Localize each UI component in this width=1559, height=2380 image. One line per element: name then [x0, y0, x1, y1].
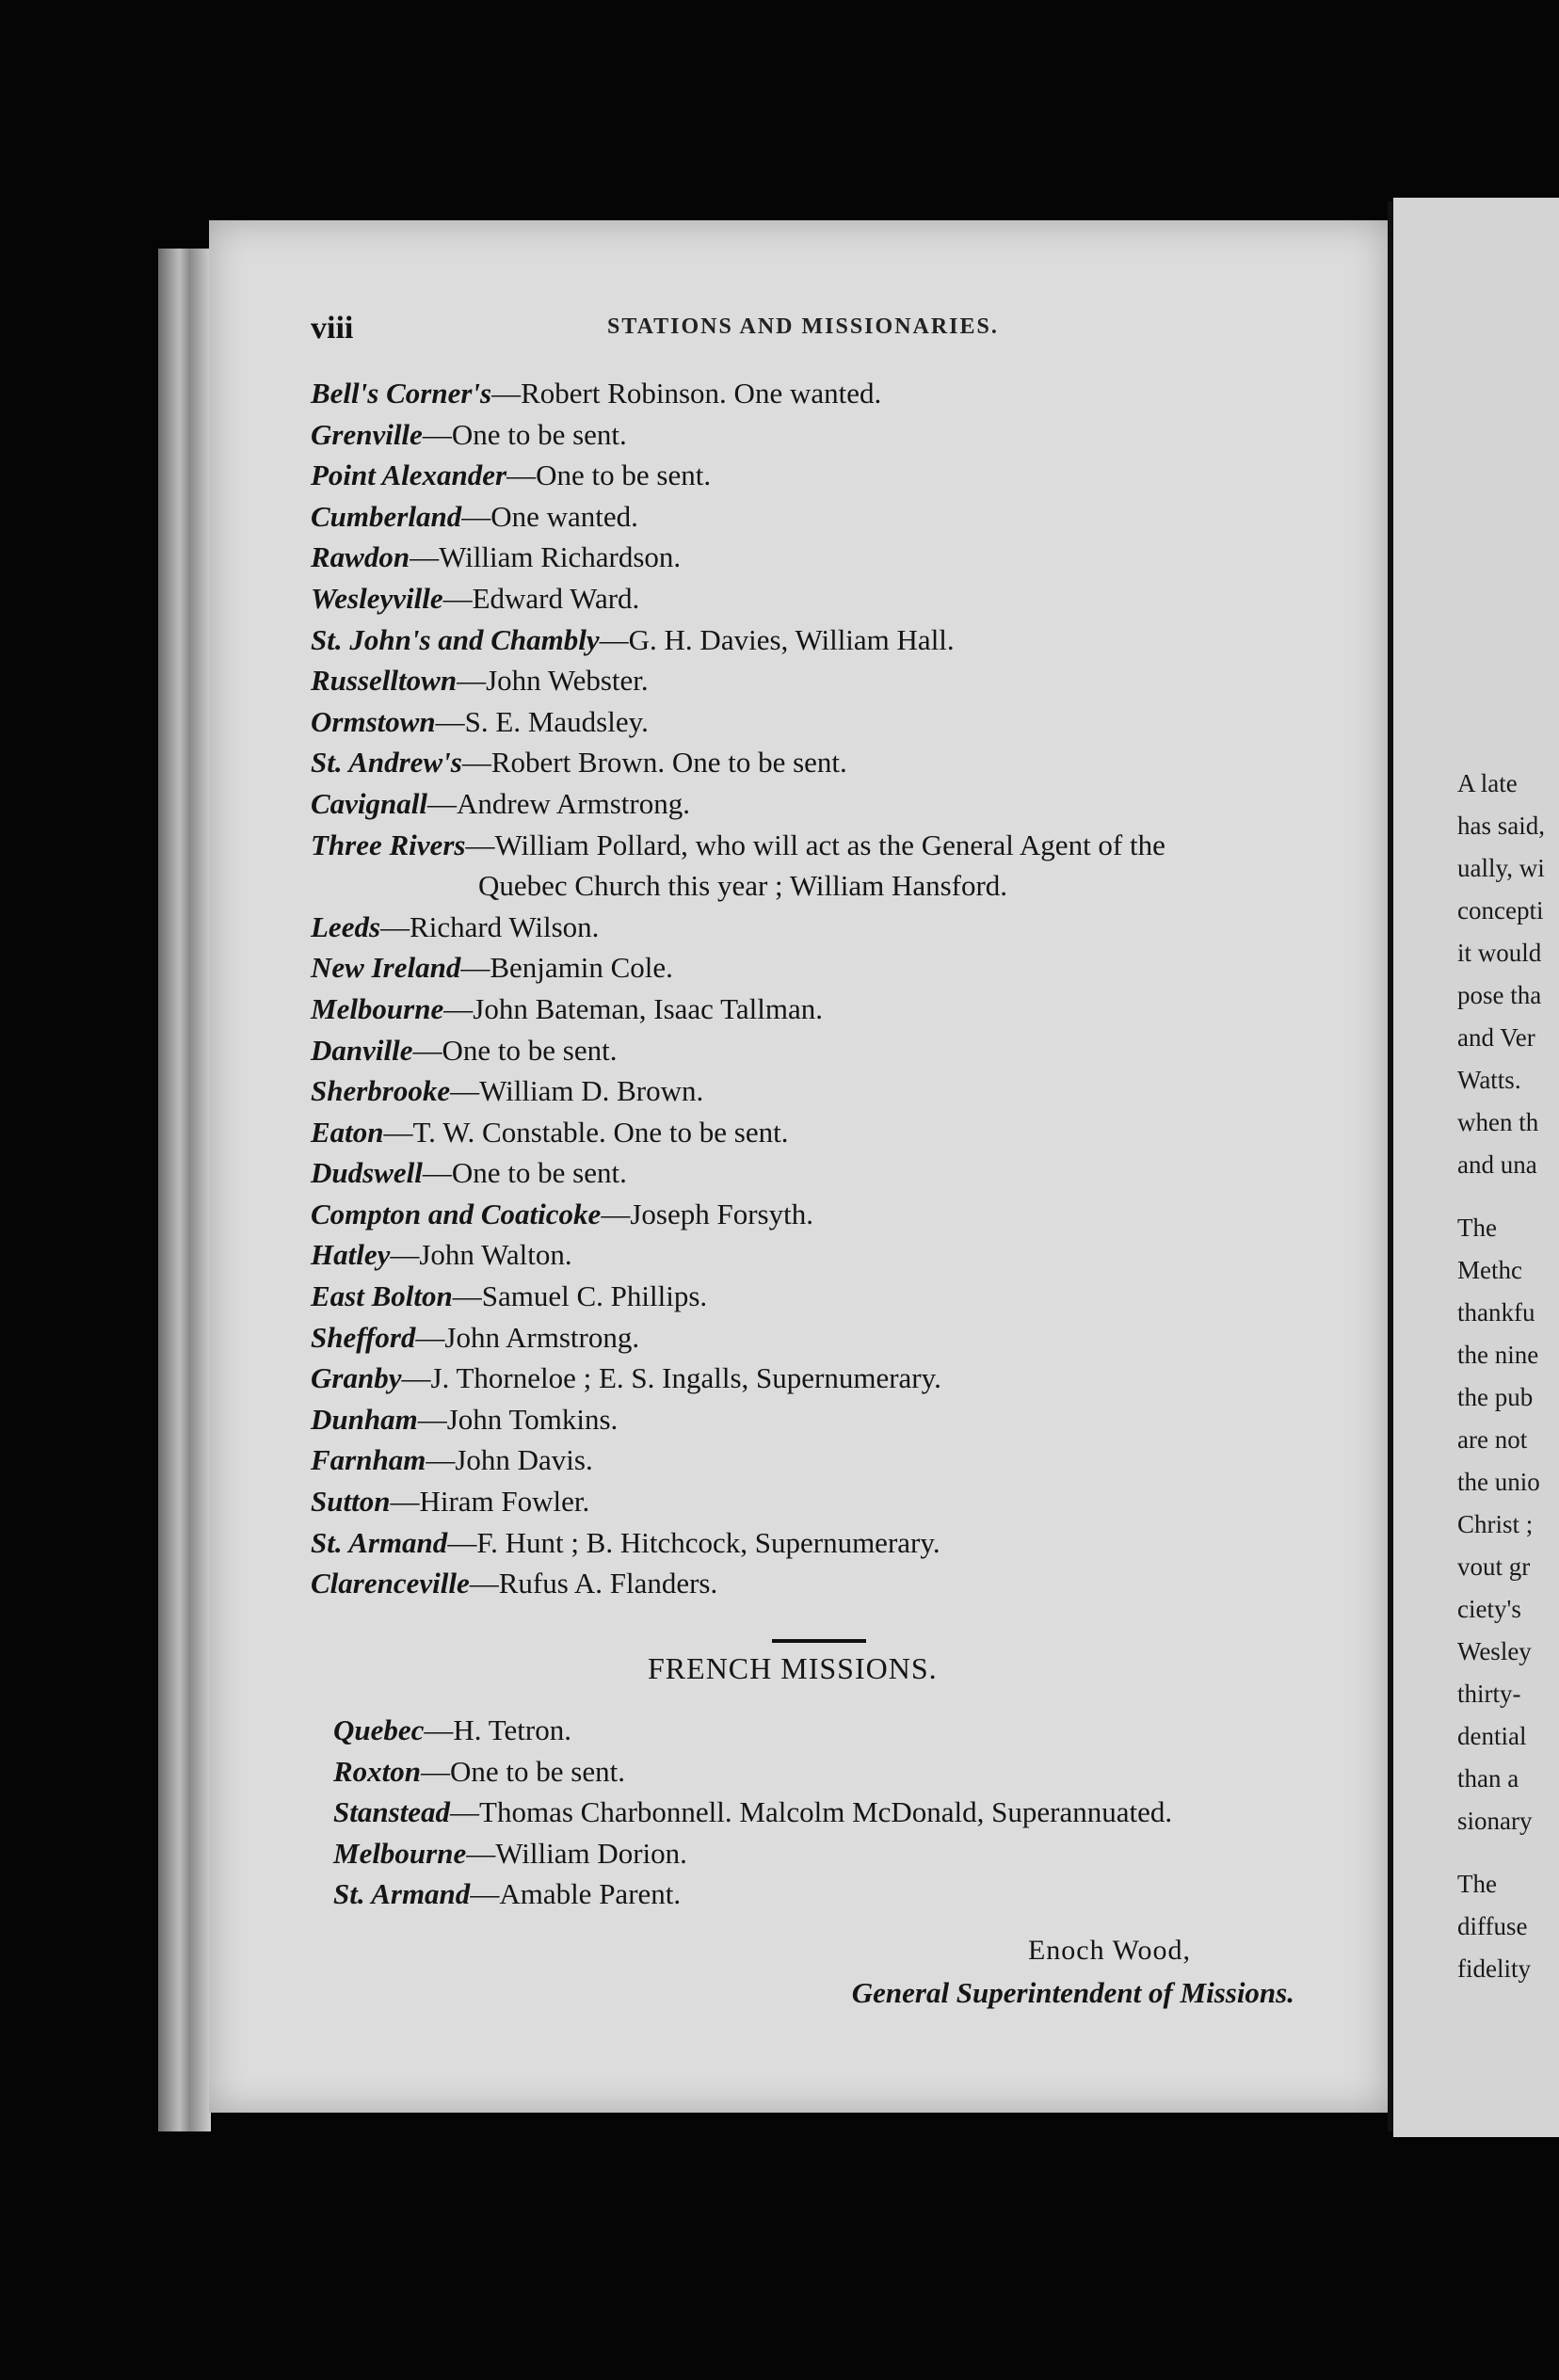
station-entry	[311, 783, 1309, 825]
station-entry	[311, 496, 1309, 538]
book-gutter	[1388, 201, 1393, 2131]
station-place: Eaton	[311, 1115, 384, 1149]
station-assignment: —William Pollard, who will act as the General Agent of the	[465, 828, 1165, 861]
right-page-line: the unio	[1457, 1468, 1540, 1496]
signatory-name: Enoch Wood,	[1027, 1935, 1191, 1966]
station-place: New Ireland	[311, 951, 461, 985]
right-page-paragraph	[1457, 1207, 1559, 1842]
right-page-line: ciety's	[1457, 1595, 1521, 1623]
station-entry	[311, 825, 1309, 866]
running-head: STATIONS AND MISSIONARIES.	[607, 314, 999, 339]
station-place: St. Andrew's	[311, 746, 462, 780]
station-entry	[311, 660, 1309, 701]
station-entry	[311, 1399, 1309, 1440]
station-assignment: —One to be sent.	[422, 417, 627, 451]
station-place: Shefford	[311, 1320, 416, 1354]
station-place: Compton and Coaticoke	[311, 1197, 602, 1230]
station-entry	[333, 1751, 1331, 1793]
station-place: Ormstown	[311, 704, 436, 738]
station-entry	[311, 1276, 1309, 1317]
station-entry	[311, 947, 1309, 989]
station-place: Dudswell	[311, 1156, 423, 1190]
station-assignment: —John Davis.	[426, 1443, 593, 1477]
right-page-line: thirty-	[1457, 1680, 1521, 1708]
station-entry	[311, 989, 1309, 1030]
station-place: Three Rivers	[311, 828, 466, 861]
station-place: Farnham	[311, 1443, 426, 1477]
right-page-line: A late	[1457, 769, 1518, 797]
station-place: St. Armand	[311, 1525, 448, 1559]
station-entry	[311, 537, 1309, 578]
station-assignment: —Robert Robinson. One wanted.	[491, 377, 882, 410]
station-assignment: —One to be sent.	[412, 1033, 618, 1067]
station-assignment: —William Richardson.	[410, 540, 682, 574]
station-place: Bell's Corner's	[311, 377, 492, 410]
station-assignment: —Thomas Charbonnell. Malcolm McDonald, Superannuated.	[450, 1795, 1173, 1829]
right-page-line: diffuse	[1457, 1912, 1528, 1940]
station-entry	[311, 1152, 1309, 1194]
station-place: Granby	[311, 1361, 402, 1395]
station-entry	[311, 1194, 1309, 1235]
station-assignment: —F. Hunt ; B. Hitchcock, Supernumerary.	[447, 1525, 940, 1559]
station-place: Dunham	[311, 1402, 418, 1436]
station-place: St. John's and Chambly	[311, 622, 600, 656]
right-page-line: fidelity	[1457, 1954, 1531, 1983]
station-place: Roxton	[333, 1754, 422, 1788]
station-assignment: —G. H. Davies, William Hall.	[599, 622, 955, 656]
station-entry	[311, 1070, 1309, 1112]
right-page-line: than a	[1457, 1764, 1519, 1793]
right-page-line: are not	[1457, 1425, 1528, 1454]
station-assignment: —John Bateman, Isaac Tallman.	[443, 991, 823, 1025]
right-page-line: The	[1457, 1870, 1497, 1898]
station-place: St. Armand	[333, 1877, 471, 1911]
station-entry	[311, 1358, 1309, 1399]
station-assignment: —One to be sent.	[422, 1156, 627, 1190]
right-page-line: it would	[1457, 939, 1542, 967]
signature-block	[767, 1935, 1294, 2010]
station-entry	[311, 1112, 1309, 1153]
station-entry	[311, 1439, 1309, 1481]
right-page-line: Wesley	[1457, 1637, 1532, 1665]
station-assignment: —Benjamin Cole.	[460, 951, 673, 985]
right-page-line: when th	[1457, 1108, 1539, 1136]
station-entry	[311, 414, 1309, 456]
right-page-line: Watts.	[1457, 1066, 1521, 1094]
station-place: Stanstead	[333, 1795, 451, 1829]
station-assignment: —Joseph Forsyth.	[601, 1197, 813, 1230]
station-entry	[311, 865, 1309, 907]
station-assignment: —Andrew Armstrong.	[427, 786, 690, 820]
station-entry	[311, 1317, 1309, 1359]
station-assignment: —One to be sent.	[506, 458, 712, 492]
station-assignment: —John Armstrong.	[415, 1320, 640, 1354]
station-assignment: —Amable Parent.	[470, 1877, 682, 1911]
station-assignment: —Samuel C. Phillips.	[452, 1279, 708, 1313]
right-page-line: thankfu	[1457, 1298, 1535, 1327]
station-entry	[311, 1030, 1309, 1071]
right-page-line: concepti	[1457, 896, 1544, 925]
right-page-line: sionary	[1457, 1807, 1533, 1835]
station-place: Quebec	[333, 1713, 425, 1746]
station-place: Hatley	[311, 1238, 391, 1272]
stations-list	[311, 373, 1309, 1604]
station-entry	[333, 1792, 1331, 1833]
station-place: Sutton	[311, 1485, 391, 1519]
station-assignment: Quebec Church this year ; William Hansford.	[478, 869, 1008, 903]
section-rule	[772, 1639, 866, 1643]
station-entry	[311, 742, 1309, 783]
signatory-title: General Superintendent of Missions.	[851, 1976, 1294, 2009]
station-place: Clarenceville	[311, 1567, 470, 1600]
station-entry	[311, 619, 1309, 661]
station-entry	[311, 373, 1309, 414]
right-page-paragraph	[1457, 1863, 1559, 1990]
station-entry	[311, 1563, 1309, 1604]
right-page-line: Christ ;	[1457, 1510, 1534, 1538]
station-place: Wesleyville	[311, 581, 443, 615]
right-page-line: and Ver	[1457, 1023, 1535, 1052]
right-page-line: and una	[1457, 1150, 1537, 1179]
right-page-paragraph	[1457, 763, 1559, 1186]
station-place: Melbourne	[333, 1836, 467, 1870]
station-place: Melbourne	[311, 991, 444, 1025]
station-assignment: —Edward Ward.	[442, 581, 640, 615]
station-entry	[333, 1710, 1331, 1751]
right-page-line: pose tha	[1457, 981, 1542, 1009]
station-entry	[311, 1481, 1309, 1522]
station-entry	[311, 578, 1309, 619]
station-assignment: —H. Tetron.	[424, 1713, 571, 1746]
station-place: Cavignall	[311, 786, 428, 820]
french-missions-list	[333, 1710, 1331, 1915]
right-page-text	[1457, 763, 1559, 1990]
station-assignment: —William D. Brown.	[450, 1074, 704, 1108]
station-assignment: —John Tomkins.	[417, 1402, 619, 1436]
page-number: viii	[311, 311, 354, 346]
station-place: Grenville	[311, 417, 423, 451]
station-place: East Bolton	[311, 1279, 453, 1313]
right-page-line: vout gr	[1457, 1552, 1531, 1581]
station-entry	[311, 701, 1309, 743]
station-assignment: —Richard Wilson.	[380, 909, 600, 943]
station-assignment: —Hiram Fowler.	[390, 1485, 590, 1519]
station-entry	[311, 1234, 1309, 1276]
station-assignment: —S. E. Maudsley.	[435, 704, 649, 738]
station-place: Leeds	[311, 909, 381, 943]
right-page-line: has said,	[1457, 812, 1545, 840]
right-page-line: dential	[1457, 1722, 1527, 1750]
station-entry	[333, 1873, 1331, 1915]
station-assignment: —J. Thorneloe ; E. S. Ingalls, Supernumerary.	[401, 1361, 941, 1395]
station-assignment: —Robert Brown. One to be sent.	[461, 746, 847, 780]
station-assignment: —John Walton.	[390, 1238, 572, 1272]
right-page-line: the nine	[1457, 1341, 1539, 1369]
station-entry	[333, 1833, 1331, 1874]
station-place: Cumberland	[311, 499, 462, 533]
french-missions-heading: FRENCH MISSIONS.	[648, 1651, 938, 1685]
station-place: Point Alexander	[311, 458, 507, 492]
book-page-edges	[158, 249, 211, 2131]
station-assignment: —William Dorion.	[466, 1836, 687, 1870]
right-page-line: the pub	[1457, 1383, 1534, 1411]
station-assignment: —One to be sent.	[421, 1754, 625, 1788]
right-page-line: ually, wi	[1457, 854, 1545, 882]
right-page-line: Methc	[1457, 1256, 1522, 1284]
station-assignment: —One wanted.	[461, 499, 638, 533]
station-assignment: —Rufus A. Flanders.	[469, 1567, 718, 1600]
station-assignment: —T. W. Constable. One to be sent.	[383, 1115, 789, 1149]
station-entry	[311, 455, 1309, 496]
station-place: Danville	[311, 1033, 413, 1067]
station-entry	[311, 1522, 1309, 1564]
station-assignment: —John Webster.	[457, 664, 649, 698]
page-header	[311, 311, 1120, 352]
station-place: Russelltown	[311, 664, 458, 698]
station-place: Sherbrooke	[311, 1074, 451, 1108]
station-entry	[311, 907, 1309, 948]
station-place: Rawdon	[311, 540, 410, 574]
right-page-line: The	[1457, 1214, 1497, 1242]
